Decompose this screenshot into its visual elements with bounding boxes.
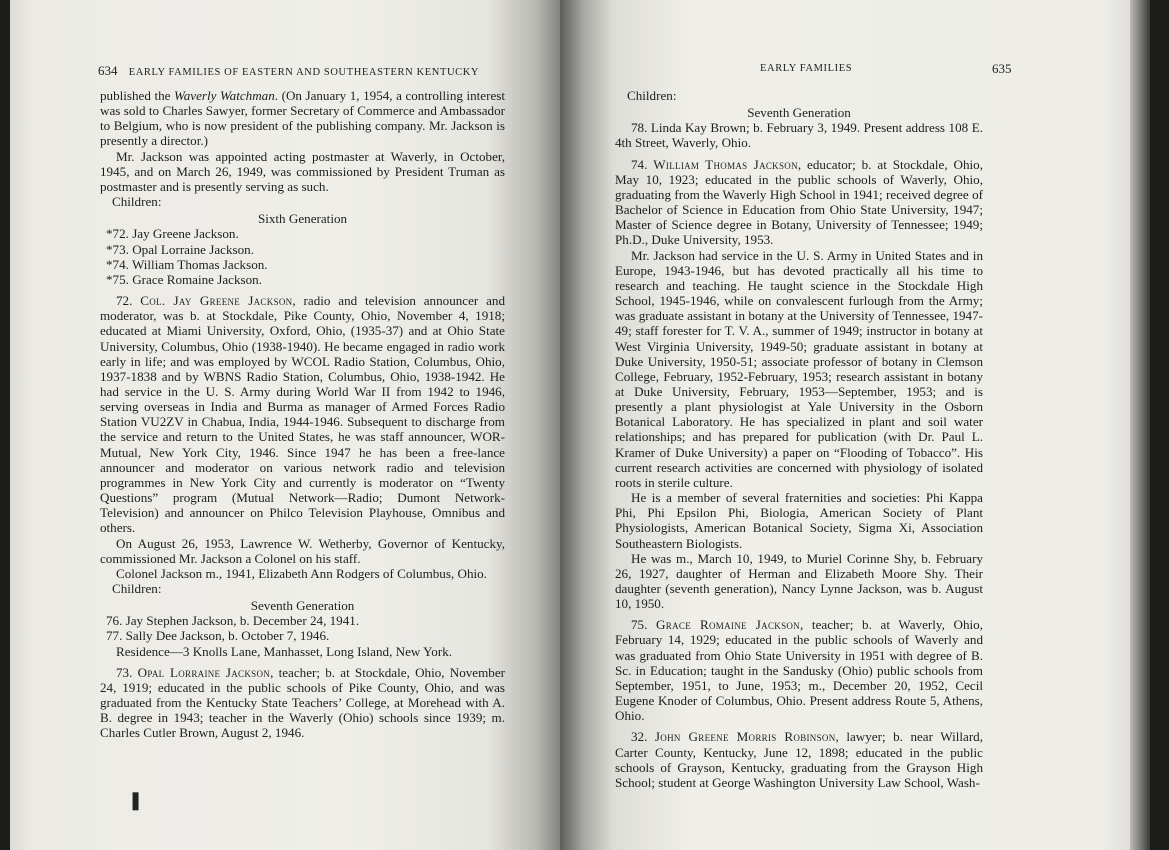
paragraph-postmaster: Mr. Jackson was appointed acting postmaster at Waverly, in October, 1945, and on March 26, 1949, was commissioned by President Truman as postmaster and is presently serving as such.: [100, 148, 505, 194]
person-name: Col. Jay Greene Jackson: [140, 293, 293, 309]
paragraph-residence: Residence—3 Knolls Lane, Manhasset, Long Island, New York.: [116, 643, 453, 659]
generation-heading: Sixth Generation: [257, 211, 348, 227]
person-name: Grace Romaine Jackson: [656, 617, 800, 633]
generation-heading: Seventh Generation: [747, 105, 851, 121]
list-item: 77. Sally Dee Jackson, b. October 7, 1946.: [106, 628, 330, 644]
right-page-text: [615, 88, 983, 790]
list-item: *74. William Thomas Jackson.: [106, 256, 268, 272]
generation-heading: Seventh Generation: [250, 598, 355, 614]
entry-73: 73. Opal Lorraine Jackson, teacher; b. at Stockdale, Ohio, November 24, 1919; educated in the public schools of Pike County, Ohio, and was graduated from the Kentucky State Teachers’ College, at Morehead with A. B. degree in 1943; teacher in the Waverly (Ohio) schools since 1939; m. Charles Cutler Brown, August 2, 1946.: [100, 664, 506, 741]
paragraph-waverly-watchman: published the Waverly Watchman. (On January 1, 1954, a controlling interest was sold to Charles Sawyer, former Secretary of Commerce and Ambassador to Belgium, who is now president of the publishing company. Mr. Jackson is presently a director.): [100, 88, 505, 149]
entry-74: 74. William Thomas Jackson, educator; b. at Stockdale, Ohio, May 10, 1923; educated in the public schools of Waverly, Ohio, graduating from the Waverly High School in 1941; received degree of Bachelor of Science in Education from Ohio State University, 1947; Master of Science degree in Botany, University of Tennessee; 1949; Ph.D., Duke University, 1953.: [615, 156, 983, 248]
right-page: [560, 0, 1150, 850]
children-label: Children:: [112, 194, 162, 210]
left-page: [10, 0, 570, 850]
children-label: Children:: [627, 88, 677, 103]
paragraph-service: Mr. Jackson had service in the U. S. Army in United States and in Europe, 1943-1946, but has devoted practically all his time to research and teaching. He taught science in the Stockdale High School, 1945-1946, while on convalescent furlough from the Army; was graduate assistant in botany at the University of Tennessee, 1947-49; staff forester for T. V. A., summer of 1949; instructor in botany at West Virginia University, 1949-50; graduate assistant in botany at Duke University, 1950-51; associate professor of botany in Clemson College, February, 1952-February, 1953; research assistant in botany at Duke University, February, 1953—September, 1953; and is presently a plant physiologist at Yale University in the Osborn Botanical Laboratory. He has specialized in plant and soil water relationships; and has prepared for publication (with Dr. Paul L. Kramer of Duke University) a paper on “Flooding of Tobacco”. His current research activities are concerned with physiology of isolated roots in sterile culture.: [615, 247, 983, 490]
paragraph-colonel: On August 26, 1953, Lawrence W. Wetherby, Governor of Kentucky, commissioned Mr. Jackson a Colonel on his staff.: [100, 535, 505, 566]
running-head-text: EARLY FAMILIES OF EASTERN AND SOUTHEASTERN KENTUCKY: [128, 67, 480, 78]
page-edge: [1130, 0, 1150, 850]
paragraph-married: Colonel Jackson m., 1941, Elizabeth Ann Rodgers of Columbus, Ohio.: [116, 565, 487, 581]
entry-32: 32. John Greene Morris Robinson, lawyer; b. near Willard, Carter County, Kentucky, June 12, 1898; educated in the public schools of Grayson, Kentucky, graduating from the Grayson High School; student at George Washington University Law School, Wash-: [615, 729, 984, 790]
left-page-text: [100, 88, 505, 741]
list-item: *75. Grace Romaine Jackson.: [106, 271, 262, 287]
children-label: Children:: [112, 581, 162, 596]
ink-mark: ❚: [128, 790, 144, 810]
paragraph-societies: He is a member of several fraternities and societies: Phi Kappa Phi, Phi Epsilon Phi, Biologia, American Society of Plant Physiologists, American Botanical Society, Sigma Xi, Association Southeastern Biologists.: [615, 490, 983, 551]
page-number-right: 635: [992, 61, 1012, 76]
entry-78: 78. Linda Kay Brown; b. February 3, 1949. Present address 108 E. 4th Street, Waverly, Ohio.: [615, 120, 983, 151]
person-name: William Thomas Jackson: [653, 156, 798, 172]
list-item: *72. Jay Greene Jackson.: [106, 226, 239, 242]
list-item: 76. Jay Stephen Jackson, b. December 24, 1941.: [106, 613, 360, 629]
person-name: John Greene Morris Robinson: [654, 729, 836, 745]
entry-72: 72. Col. Jay Greene Jackson, radio and television announcer and moderator, was b. at Stockdale, Pike County, Ohio, November 4, 1918; educated at Miami University, Oxford, Ohio, (1935-37) and at Ohio State University, Columbus, Ohio (1938-1940). He became engaged in radio work early in life; and was employed by WCOL Radio Station, Columbus, Ohio, 1937-1838 and by WBNS Radio Station, Columbus, Ohio, 1938-1942. He had service in the U. S. Army during World War II from 1942 to 1946, serving overseas in India and Burma as manager of Armed Forces Radio Station VU2ZV in Chabua, India, 1944-1946. Subsequent to discharge from the service and return to the United States, he was staff announcer, WOR-Mutual, New York City, 1946. Since 1947 he has been a free-lance announcer and moderator on various network radio and television programmes in New York City and currently is moderator on “Twenty Questions” program (Mutual Network—Radio; Dumont Network-Television) and announcer on Philco Television Playhouse, Omnibus and others.: [100, 293, 506, 536]
right-running-head: [760, 61, 1012, 76]
left-running-head: [98, 63, 498, 79]
running-head-text: EARLY FAMILIES: [760, 63, 853, 74]
list-item: *73. Opal Lorraine Jackson.: [106, 241, 254, 257]
entry-75: 75. Grace Romaine Jackson, teacher; b. at Waverly, Ohio, February 14, 1929; educated in the public schools of Waverly and was graduated from Ohio State University in 1951 with degree of B. Sc. in Education; taught in the Sandusky (Ohio) public schools from September, 1951, to June, 1953; m., December 20, 1952, Cecil Eugene Knoder of Columbus, Ohio. Present address Route 5, Athens, Ohio.: [615, 617, 983, 724]
paragraph-married: He was m., March 10, 1949, to Muriel Corinne Shy, b. February 26, 1927, daughter of Herman and Elizabeth Moore Shy. Their daughter (seventh generation), Nancy Lynne Jackson, was b. August 10, 1950.: [615, 550, 983, 612]
person-name: Opal Lorraine Jackson: [137, 664, 271, 680]
page-number-left: 634: [98, 63, 118, 78]
newspaper-title: Waverly Watchman: [174, 88, 275, 103]
